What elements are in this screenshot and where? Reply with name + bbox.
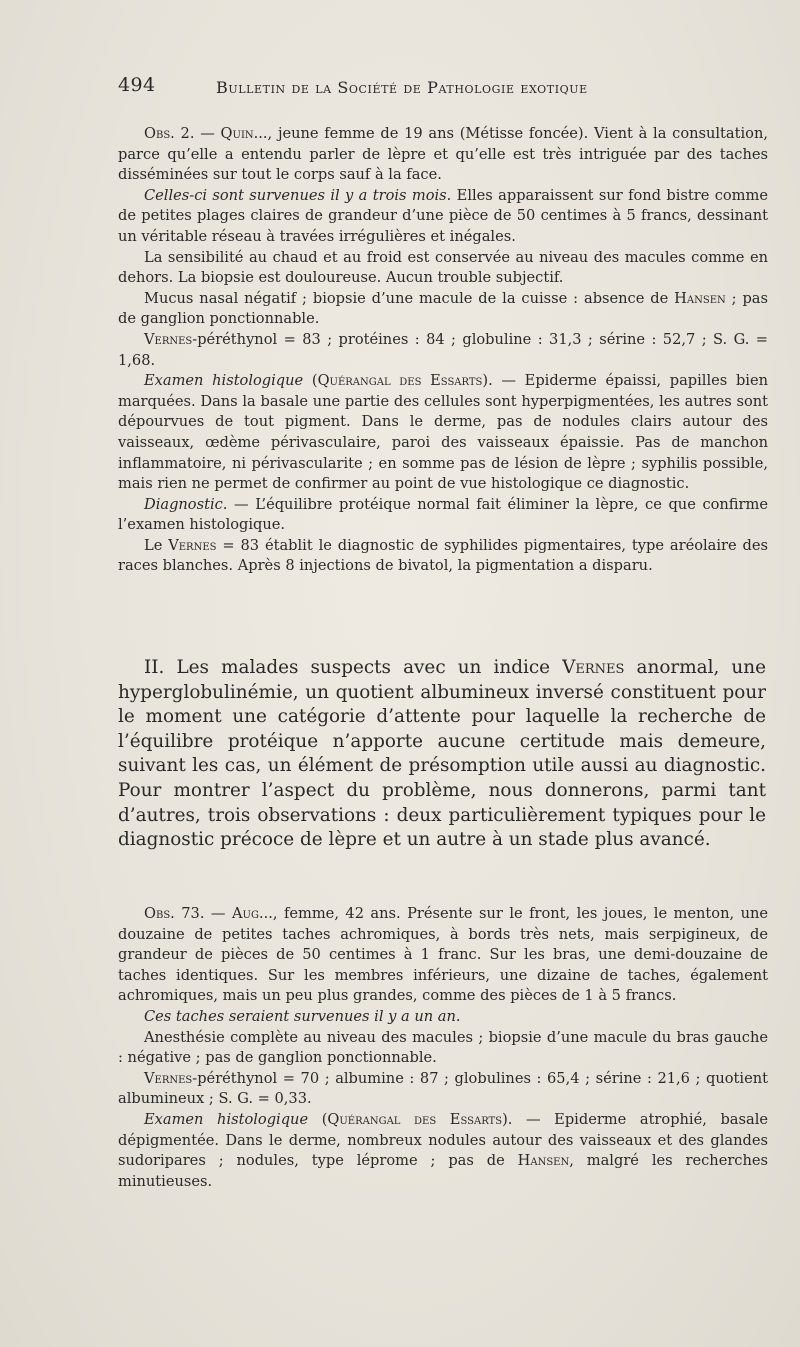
obs2-paragraph-diagnostic: Diagnostic. — L’équilibre protéique normal fait éliminer la lèpre, ce que confirme l’examen histologique. [118, 495, 768, 534]
obs73-paragraph-vernes: Vernes-péréthynol = 70 ; albumine : 87 ; globulines : 65,4 ; sérine : 21,6 ; quotient albumineux ; S. G. = 0,33. [118, 1069, 768, 1108]
obs2-paragraph-onset: Celles-ci sont survenues il y a trois mois. Elles apparaissent sur fond bistre comme de petites plages claires de grandeur d’une pièce de 50 centimes à 5 francs, dessinant un véritable réseau à travées irrégulières et inégales. [118, 186, 768, 245]
section-ii-paragraph: II. Les malades suspects avec un indice Vernes anormal, une hyperglobulinémie, un quotient albumineux inversé constituent pour le moment une catégorie d’attente pour laquelle la recherche de l’équilibre protéique n’apporte aucune certitude mais demeure, suivant les cas, un élément de présomption utile aussi au diagnostic. Pour montrer l’aspect du problème, nous donnerons, parmi tant d’autres, trois observations : deux particulièrement typiques pour le diagnostic précoce de lèpre et un autre à un stade plus avancé. [118, 657, 766, 851]
observation-2 [118, 124, 768, 577]
running-header [118, 74, 670, 102]
patient-name: Aug [231, 905, 259, 922]
obs73-paragraph-anesthesia: Anesthésie complète au niveau des macules ; biopsie d’une macule du bras gauche : négative ; pas de ganglion ponctionnable. [118, 1028, 768, 1067]
observation-73 [118, 904, 768, 1192]
obs2-paragraph-intro: Obs. 2. — Quin..., jeune femme de 19 ans (Métisse foncée). Vient à la consultation, parce qu’elle a entendu parler de lèpre et qu’elle est très intriguée par des taches disséminées sur tout le corps sauf à la face. [118, 125, 768, 184]
journal-title: Bulletin de la Société de Pathologie exotique [216, 78, 588, 97]
obs2-paragraph-conclusion: Le Vernes = 83 établit le diagnostic de syphilides pigmentaires, type aréolaire des races blanches. Après 8 injections de bivatol, la pigmentation a disparu. [118, 536, 768, 575]
obs2-paragraph-vernes: Vernes-péréthynol = 83 ; protéines : 84 ; globuline : 31,3 ; sérine : 52,7 ; S. G. = 1,68. [118, 330, 768, 369]
obs73-paragraph-histology: Examen histologique (Quérangal des Essarts). — Epiderme atrophié, basale dépigmentée. Dans le derme, nombreux nodules autour des vaisseaux et des glandes sudoripares ; nodules, type léprome ; pas de Hansen, malgré les recherches minutieuses. [118, 1110, 769, 1190]
patient-name: Quin [220, 125, 254, 142]
obs2-paragraph-mucus: Mucus nasal négatif ; biopsie d’une macule de la cuisse : absence de Hansen ; pas de ganglion ponctionnable. [118, 289, 768, 328]
obs2-paragraph-histology: Examen histologique (Quérangal des Essarts). — Epiderme épaissi, papilles bien marquées. Dans la basale une partie des cellules sont hyperpigmentées, les autres sont dépourvues de tout pigment. Dans le derme, pas de nodules clairs autour des vaisseaux, œdème périvasculaire, paroi des vaisseaux épaissie. Pas de manchon inflammatoire, ni périvascularite ; en somme pas de lésion de lèpre ; syphilis possible, mais rien ne permet de confirmer au point de vue histologique ce diagnostic. [118, 372, 768, 493]
obs73-paragraph-intro: Obs. 73. — Aug..., femme, 42 ans. Présente sur le front, les joues, le menton, une douzaine de petites taches achromiques, à bords très nets, mais serpigineux, de grandeur de pièces de 50 centimes à 1 franc. Sur les bras, une demi-douzaine de taches identiques. Sur les membres inférieurs, une dizaine de taches, également achromiques, mais un peu plus grandes, comme des pièces de 1 à 5 francs. [118, 905, 769, 1005]
section-ii [118, 656, 766, 853]
obs2-paragraph-sensibility: La sensibilité au chaud et au froid est conservée au niveau des macules comme en dehors. La biopsie est douloureuse. Aucun trouble subjectif. [118, 248, 768, 287]
page-number: 494 [118, 74, 156, 96]
obs73-paragraph-onset: Ces taches seraient survenues il y a un an. [144, 1007, 461, 1025]
